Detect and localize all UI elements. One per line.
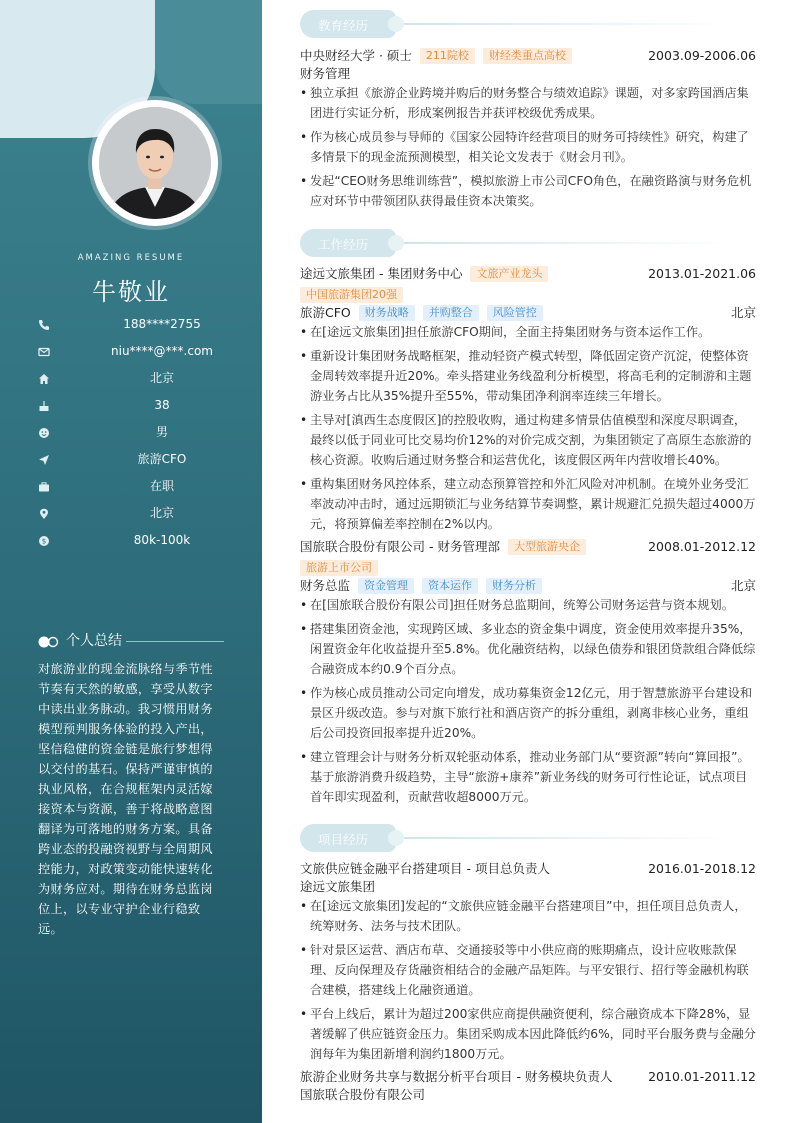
project-entry bbox=[300, 1068, 756, 1086]
list-item: • 在[途远文旅集团]担任旅游CFO期间，全面主持集团财务与资本运作工作。 bbox=[300, 322, 756, 342]
job-position: 旅游CFO bbox=[300, 305, 351, 320]
sidebar bbox=[0, 0, 262, 1123]
info-email: niu****@***.com bbox=[0, 340, 262, 367]
school-tag: 211院校 bbox=[420, 48, 475, 64]
list-item: • 作为核心成员推动公司定向增发，成功募集资金12亿元，用于智慧旅游平台建设和景区升级改造。参与对旗下旅行社和酒店资产的拆分重组，剥离非核心业务，重组后公司投资回报率提升近20%。 bbox=[300, 683, 756, 743]
info-position: 旅游CFO bbox=[0, 448, 262, 475]
summary-toggle-icon bbox=[38, 635, 60, 649]
info-city: 北京 bbox=[0, 502, 262, 529]
list-item: • 在[国旅联合股份有限公司]担任财务总监期间，统筹公司财务运营与资本规划。 bbox=[300, 595, 756, 615]
project-org: 途远文旅集团 bbox=[300, 879, 376, 894]
education-bullets bbox=[300, 83, 756, 215]
skill-tag: 财务分析 bbox=[486, 578, 542, 594]
project-entry bbox=[300, 860, 756, 878]
avatar-frame bbox=[92, 100, 218, 226]
project-date: 2016.01-2018.12 bbox=[648, 861, 756, 876]
job-position-row bbox=[300, 577, 756, 595]
company-name: 途远文旅集团 - 集团财务中心 bbox=[300, 266, 463, 281]
svg-text:$: $ bbox=[41, 537, 47, 546]
company-tag: 大型旅游央企 bbox=[508, 539, 586, 555]
section-header-work bbox=[300, 229, 730, 257]
section-title: 工作经历 bbox=[318, 237, 369, 252]
info-phone: 188****2755 bbox=[0, 313, 262, 340]
company-tag: 中国旅游集团20强 bbox=[300, 287, 403, 303]
list-item: • 建立管理会计与财务分析双轮驱动体系，推动业务部门从“要资源”转向“算回报”。基于旅游消费升级趋势，主导“旅游+康养”新业务线的财务可行性论证，试点项目首年即实现盈利，贡献营收超8000万元。 bbox=[300, 747, 756, 807]
info-age: 38 bbox=[0, 394, 262, 421]
job-location: 北京 bbox=[730, 578, 756, 593]
info-salary: $ 80k-100k bbox=[0, 529, 262, 556]
education-date: 2003.09-2006.06 bbox=[648, 48, 756, 63]
skill-tag: 资金管理 bbox=[358, 578, 414, 594]
skill-tag: 并购整合 bbox=[423, 305, 479, 321]
summary-title: 个人总结 bbox=[66, 633, 122, 649]
job-position: 财务总监 bbox=[300, 578, 351, 593]
job-position-row bbox=[300, 304, 756, 322]
skill-tag: 资本运作 bbox=[422, 578, 478, 594]
list-item: • 独立承担《旅游企业跨境并购后的财务整合与绩效追踪》课题，对多家跨国酒店集团进行实证分析，形成案例报告并获评校级优秀成果。 bbox=[300, 83, 756, 123]
list-item: • 重构集团财务风控体系，建立动态预算管控和外汇风险对冲机制。在境外业务受汇率波动冲击时，通过远期锁汇与业务结算节奏调整，累计规避汇兑损失超过4000万元，将预算偏差率控制在2%以内。 bbox=[300, 474, 756, 534]
skill-tag: 财务战略 bbox=[359, 305, 415, 321]
list-item: • 在[途远文旅集团]发起的“文旅供应链金融平台搭建项目”中，担任项目总负责人，统筹财务、法务与技术团队。 bbox=[300, 896, 756, 936]
project-name: 文旅供应链金融平台搭建项目 - 项目总负责人 bbox=[300, 861, 550, 876]
candidate-name: 牛敬业 bbox=[92, 278, 170, 306]
section-title: 项目经历 bbox=[318, 832, 369, 847]
job-bullets bbox=[300, 322, 756, 538]
list-item: • 平台上线后，累计为超过200家供应商提供融资便利，综合融资成本下降28%，显著缓解了供应链资金压力。集团采购成本因此降低约6%，同时平台服务费与金融分润每年为集团新增利润约1800万元。 bbox=[300, 1004, 756, 1064]
school-tag: 财经类重点高校 bbox=[483, 48, 572, 64]
info-gender: 男 bbox=[0, 421, 262, 448]
job-location: 北京 bbox=[730, 305, 756, 320]
company-tag: 旅游上市公司 bbox=[300, 560, 378, 576]
company-name: 国旅联合股份有限公司 - 财务管理部 bbox=[300, 539, 500, 554]
resume-label: AMAZING RESUME bbox=[77, 253, 185, 263]
section-header-education bbox=[300, 10, 730, 38]
summary-text: 对旅游业的现金流脉络与季节性节奏有天然的敏感，享受从数字中读出业务脉动。我习惯用财务模型预判服务体验的投入产出，坚信稳健的资金链是旅行梦想得以交付的基石。保持严谨审慎的执业风格，在合规框架内灵活嫁接资本与资源，善于将战略意图翻译为可落地的财务方案。具备跨业态的投融资视野与全周期风控能力，对政策变动能快速转化为财务应对。期待在财务总监岗位上，以专业守护企业行稳致远。 bbox=[38, 662, 213, 936]
avatar bbox=[99, 107, 211, 219]
list-item: • 搭建集团资金池，实现跨区域、多业态的资金集中调度，资金使用效率提升35%，闲置资金年化收益提升至5.8%。优化融资结构，以绿色债券和银团贷款组合降低综合融资成本约0.9个百分点。 bbox=[300, 619, 756, 679]
project-org: 国旅联合股份有限公司 bbox=[300, 1087, 426, 1102]
job-bullets bbox=[300, 595, 756, 811]
summary-header bbox=[38, 632, 224, 652]
school-name: 中央财经大学 · 硕士 bbox=[300, 48, 412, 63]
summary-divider bbox=[126, 641, 224, 642]
company-tag: 文旅产业龙头 bbox=[470, 266, 548, 282]
info-status: 在职 bbox=[0, 475, 262, 502]
job-date: 2013.01-2021.06 bbox=[648, 266, 756, 281]
project-name: 旅游企业财务共享与数据分析平台项目 - 财务模块负责人 bbox=[300, 1069, 613, 1084]
skill-tag: 风险管控 bbox=[487, 305, 543, 321]
project-bullets bbox=[300, 896, 756, 1068]
job-date: 2008.01-2012.12 bbox=[648, 539, 756, 554]
section-header-projects bbox=[300, 824, 730, 852]
list-item: • 主导对[滇西生态度假区]的控股收购，通过构建多情景估值模型和深度尽职调查，最终以低于同业可比交易均价12%的对价完成交割，为集团锁定了高原生态旅游的核心资源。收购后通过财务整合和运营优化，该度假区两年内营收增长40%。 bbox=[300, 410, 756, 470]
sidebar-decoration bbox=[155, 0, 262, 104]
list-item: • 发起“CEO财务思维训练营”，模拟旅游上市公司CFO角色，在融资路演与财务危机应对环节中带领团队获得最佳资本决策奖。 bbox=[300, 171, 756, 211]
project-date: 2010.01-2011.12 bbox=[648, 1069, 756, 1084]
education-entry bbox=[300, 47, 756, 65]
education-major: 财务管理 bbox=[300, 66, 351, 81]
contact-info bbox=[0, 313, 262, 556]
section-title: 教育经历 bbox=[318, 18, 369, 33]
job-entry bbox=[300, 538, 756, 556]
list-item: • 针对景区运营、酒店布草、交通接驳等中小供应商的账期痛点，设计应收账款保理、反向保理及存货融资相结合的金融产品矩阵。与平安银行、招行等金融机构联合建模，搭建线上化融资通道。 bbox=[300, 940, 756, 1000]
avatar-portrait-icon bbox=[99, 107, 211, 219]
list-item: • 重新设计集团财务战略框架，推动轻资产模式转型，降低固定资产沉淀，使整体资金周转效率提升近20%。牵头搭建业务线盈利分析模型，将高毛利的定制游和主题游业务占比从35%提升至55%，带动集团净利润率连续三年增长。 bbox=[300, 346, 756, 406]
list-item: • 作为核心成员参与导师的《国家公园特许经营项目的财务可持续性》研究，构建了多情景下的现金流预测模型，相关论文发表于《财会月刊》。 bbox=[300, 127, 756, 167]
info-home: 北京 bbox=[0, 367, 262, 394]
job-entry bbox=[300, 265, 756, 283]
